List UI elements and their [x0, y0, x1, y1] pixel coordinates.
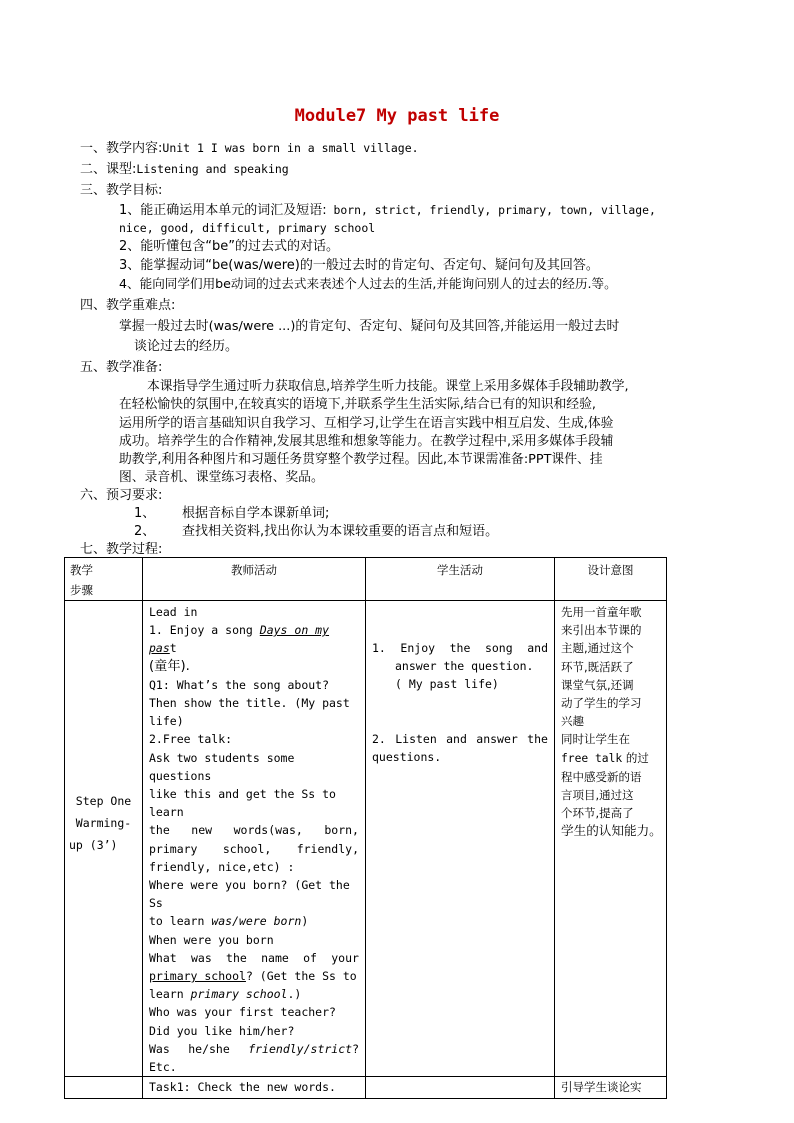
objective-2: 2、能听懂包含“be”的过去式的对话。 — [119, 239, 339, 254]
preparation-line: 图、录音机、课堂练习表格、奖品。 — [119, 470, 324, 486]
section-preview — [80, 487, 162, 504]
header-design: 设计意图 — [555, 558, 667, 601]
section-text: Unit 1 I was born in a small village. — [162, 141, 419, 155]
step-line: Warming- — [75, 815, 132, 830]
section-type — [80, 161, 289, 178]
preparation-line: 在轻松愉快的氛围中,在较真实的语境下,并联系学生生活实际,结合已有的知识和经验, — [119, 397, 596, 413]
section-number: 六、 — [80, 488, 107, 503]
student-line: questions. — [372, 749, 442, 764]
section-number: 七、 — [80, 542, 107, 557]
teacher-text: ? — [352, 1041, 359, 1056]
key-points-line-1: 掌握一般过去时(was/were ...)的肯定句、否定句、疑问句及其回答,并能运用一般过去时 — [119, 319, 620, 334]
student-line: ( My past life) — [395, 677, 499, 692]
teacher-text: 1. Enjoy a song — [149, 623, 260, 638]
teacher-activity-cell: Task1: Check the new words. — [143, 1077, 366, 1099]
objective-4: 4、能向同学们用be动词的过去式来表述个人过去的生活,并能询问别人的过去的经历.等。 — [119, 276, 617, 291]
student-line: 2. Listen and answer the — [372, 731, 548, 746]
section-label: 教学内容: — [106, 141, 163, 156]
design-line: 环节,既活跃了 — [561, 659, 634, 674]
teacher-line — [149, 985, 359, 1003]
section-objectives — [80, 182, 162, 199]
teacher-line: Who was your first teacher? — [149, 1005, 336, 1020]
song-title: Days on my pas — [149, 623, 330, 656]
design-line: 课堂气氛,还调 — [561, 677, 634, 692]
teacher-text: learn — [149, 987, 191, 1002]
teacher-line: Did you like him/her? — [149, 1023, 295, 1038]
design-line: 先用一首童年歌 — [561, 605, 642, 619]
teacher-line: Was he/she friendly/strict? — [149, 1041, 359, 1056]
section-label: 教学目标: — [106, 183, 163, 198]
teacher-text: ) — [301, 914, 309, 929]
design-line: 言项目,通过这 — [561, 788, 634, 803]
teacher-text: to learn — [149, 914, 212, 929]
section-text: Listening and speaking — [136, 162, 289, 176]
table-row — [65, 601, 667, 1077]
teacher-line: primary school, friendly, — [149, 841, 359, 856]
preparation-line: 助教学,利用各种图片和习题任务贯穿整个教学过程。因此,本节课需准备:PPT课件、挂 — [119, 452, 603, 468]
design-line: 同时让学生在 — [561, 732, 630, 747]
design-line: 兴趣 — [561, 714, 584, 729]
section-number: 二、 — [80, 162, 107, 177]
preview-item-number: 1、 — [134, 506, 156, 521]
section-number: 四、 — [80, 298, 107, 313]
teacher-text: .) — [287, 987, 302, 1002]
preview-item-number: 2、 — [134, 524, 156, 539]
section-label: 教学准备: — [106, 360, 163, 375]
section-process — [80, 541, 162, 558]
preview-item-text: 根据音标自学本课新单词; — [182, 506, 330, 521]
section-preparation — [80, 359, 162, 376]
teacher-line: life) — [149, 714, 184, 729]
teacher-line: Ask two students some questions — [149, 750, 295, 783]
teaching-process-table — [64, 557, 667, 1099]
teacher-text: friendly/strict — [248, 1041, 353, 1056]
preview-item-1 — [134, 505, 330, 522]
preparation-line: 运用所学的语言基础知识自我学习、互相学习,让学生在语言实践中相互启发、生成,体验 — [119, 415, 614, 431]
section-label: 预习要求: — [106, 488, 163, 503]
design-intent-cell — [555, 601, 667, 1077]
student-activity-cell — [366, 1077, 555, 1099]
design-line: 动了学生的学习 — [561, 696, 642, 711]
header-step-line-2: 步骤 — [70, 583, 93, 597]
objective-1-cn: 1、能正确运用本单元的词汇及短语: — [119, 203, 327, 218]
teacher-line: Then show the title. (My past — [149, 696, 350, 711]
step-cell — [65, 1077, 143, 1099]
header-step-line-1: 教学 — [70, 563, 93, 577]
objective-1-words: born, strict, friendly, primary, town, village, — [326, 203, 656, 217]
teacher-line: Where were you born? (Get the Ss — [149, 878, 350, 911]
key-points-line-2: 谈论过去的经历。 — [134, 339, 239, 354]
design-text: 的过 — [625, 750, 649, 765]
student-activity-cell — [366, 601, 555, 1077]
teacher-line: (童年). — [149, 658, 190, 674]
section-number: 一、 — [80, 141, 107, 156]
preview-item-2 — [134, 523, 499, 540]
header-student: 学生活动 — [366, 558, 555, 601]
section-label: 课型: — [106, 162, 137, 177]
section-content — [80, 140, 419, 157]
teacher-line — [149, 912, 359, 930]
document-title: Module7 My past life — [294, 106, 500, 126]
header-teacher: 教师活动 — [143, 558, 366, 601]
student-line: answer the question. — [395, 659, 534, 674]
teacher-line: What was the name of your — [149, 950, 359, 965]
preparation-paragraph — [119, 378, 679, 488]
section-number: 三、 — [80, 183, 107, 198]
teacher-text: ? (Get the Ss to — [245, 969, 357, 984]
design-line: 个环节,提高了 — [561, 806, 634, 821]
step-line: Step One — [75, 793, 132, 808]
section-label: 教学重难点: — [106, 298, 176, 313]
table-header-row — [65, 558, 667, 601]
objective-1-cont: nice, good, difficult, primary school — [119, 221, 376, 235]
design-line: 来引出本节课的 — [561, 623, 642, 638]
teacher-line — [149, 621, 359, 657]
design-intent-cell: 引导学生谈论实 — [555, 1077, 667, 1099]
teacher-line: When were you born — [149, 932, 274, 947]
teacher-text: primary school — [149, 969, 246, 984]
teacher-line: Lead in — [149, 605, 198, 619]
teacher-line: like this and get the Ss to learn — [149, 787, 336, 820]
preparation-line: 本课指导学生通过听力获取信息,培养学生听力技能。课堂上采用多媒体手段辅助教学, — [147, 379, 629, 394]
teacher-activity-cell — [143, 601, 366, 1077]
design-line: 程中感受新的语 — [561, 769, 642, 784]
step-cell — [65, 601, 143, 1077]
design-text: free talk — [561, 751, 623, 765]
teacher-text: primary school — [190, 987, 288, 1002]
teacher-line: the new words(was, born, — [149, 823, 359, 838]
section-key-points — [80, 297, 175, 314]
design-line: 主题,通过这个 — [561, 641, 634, 656]
teacher-line — [149, 967, 359, 985]
student-line: 1. Enjoy the song and — [372, 641, 548, 655]
section-label: 教学过程: — [106, 542, 163, 557]
section-number: 五、 — [80, 360, 107, 375]
teacher-text: t — [169, 641, 177, 656]
objective-1 — [119, 202, 656, 219]
preview-item-text: 查找相关资料,找出你认为本课较重要的语言点和短语。 — [182, 524, 499, 539]
step-line: up (3’) — [69, 837, 118, 852]
teacher-line: friendly, nice,etc) : — [149, 859, 295, 874]
teacher-line: Etc. — [149, 1060, 177, 1075]
table-row — [65, 1077, 667, 1099]
objective-3: 3、能掌握动词“be(was/were)的一般过去时的肯定句、否定句、疑问句及其回答。 — [119, 258, 599, 273]
design-line — [561, 749, 662, 768]
design-line: 学生的认知能力。 — [561, 823, 662, 839]
teacher-line: Q1: What’s the song about? — [149, 677, 330, 692]
header-step — [65, 558, 143, 601]
teacher-line: 2.Free talk: — [149, 732, 233, 747]
preparation-line: 成功。培养学生的合作精神,发展其思维和想象等能力。在教学过程中,采用多媒体手段辅 — [119, 433, 614, 449]
teacher-text: was/were born — [211, 914, 302, 929]
